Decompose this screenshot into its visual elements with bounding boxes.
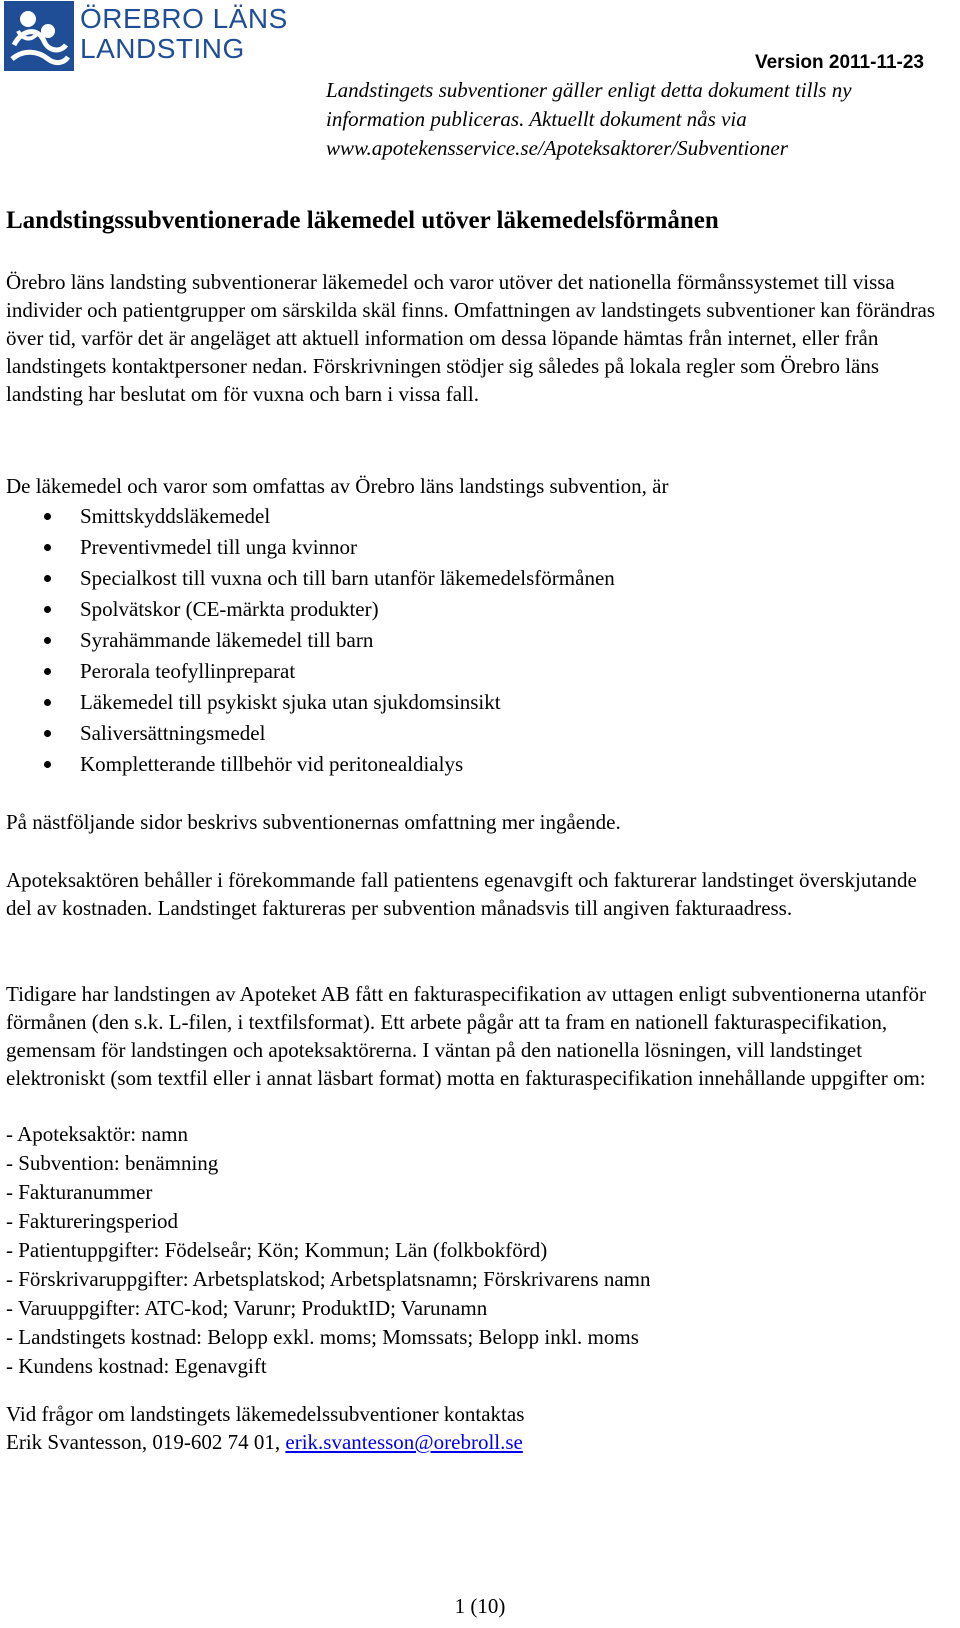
list-item <box>6 687 615 718</box>
list-item-text: Läkemedel till psykiskt sjuka utan sjukdomsinsikt <box>80 690 501 714</box>
next-pages-paragraph: På nästföljande sidor beskrivs subventionernas omfattning mer ingående. <box>6 810 621 834</box>
list-item-text: Kompletterande tillbehör vid peritonealdialys <box>80 752 464 776</box>
list-item <box>6 501 615 532</box>
bullet-icon <box>44 513 51 520</box>
bullet-icon <box>44 575 51 582</box>
version-label: Version 2011-11-23 <box>754 52 924 73</box>
bullet-icon <box>44 668 51 675</box>
list-item: - Faktureringsperiod <box>6 1209 179 1233</box>
list-item: - Varuuppgifter: ATC-kod; Varunr; ProduktID; Varunamn <box>6 1296 488 1320</box>
bullet-icon <box>44 637 51 644</box>
contact-email-link[interactable]: erik.svantesson@orebroll.se <box>285 1430 523 1454</box>
bullet-icon <box>44 699 51 706</box>
list-item <box>6 625 615 656</box>
document-title: Landstingssubventionerade läkemedel utöver läkemedelsförmånen <box>6 207 719 234</box>
list-item-text: Syrahämmande läkemedel till barn <box>80 628 374 652</box>
contact-name-phone: Erik Svantesson, 019-602 74 01, <box>6 1430 286 1454</box>
intro-paragraph: Örebro läns landsting subventionerar läkemedel och varor utöver det nationella förmånssystemet till vissa individer och patientgrupper om särskilda skäl finns. Omfattningen av landstingets subventioner kan förändras över tid, varför det är angeläget att aktuell information om dessa löpande hämtas från internet, eller från landstingets kontaktpersoner nedan. Förskrivningen stödjer sig således på lokala regler som Örebro läns landsting har beslutat om för vuxna och barn i vissa fall. <box>6 270 936 406</box>
list-item <box>6 594 615 625</box>
list-item <box>6 532 615 563</box>
list-item <box>6 563 615 594</box>
list-item-text: Preventivmedel till unga kvinnor <box>80 535 358 559</box>
list-item <box>6 656 615 687</box>
bullet-icon <box>44 544 51 551</box>
list-item: - Patientuppgifter: Födelseår; Kön; Kommun; Län (folkbokförd) <box>6 1238 548 1262</box>
landsting-logo-icon <box>4 1 74 71</box>
invoice-field-list <box>6 1120 650 1381</box>
list-item: - Landstingets kostnad: Belopp exkl. moms; Momssats; Belopp inkl. moms <box>6 1325 639 1349</box>
contact-details <box>6 1428 524 1456</box>
bullet-icon <box>44 761 51 768</box>
logo-line-2: LANDSTING <box>80 33 245 64</box>
list-item-text: Spolvätskor (CE-märkta produkter) <box>80 597 379 621</box>
list-item: - Fakturanummer <box>6 1180 153 1204</box>
contact-block <box>6 1400 524 1456</box>
subsidy-list-intro: De läkemedel och varor som omfattas av Örebro läns landstings subvention, är <box>6 474 669 498</box>
list-item <box>6 718 615 749</box>
validity-note: Landstingets subventioner gäller enligt detta dokument tills ny information publiceras. Aktuellt dokument nås via www.apotekensservice.se/Apoteksaktorer/Subventioner <box>326 78 852 160</box>
logo-wordmark <box>80 4 288 64</box>
bullet-icon <box>44 730 51 737</box>
list-item: - Förskrivaruppgifter: Arbetsplatskod; Arbetsplatsnamn; Förskrivarens namn <box>6 1267 651 1291</box>
list-item: - Apoteksaktör: namn <box>6 1122 188 1146</box>
list-item-text: Saliversättningsmedel <box>80 721 266 745</box>
logo-line-1: ÖREBRO LÄNS <box>80 3 288 34</box>
contact-intro: Vid frågor om landstingets läkemedelssubventioner kontaktas <box>6 1402 525 1426</box>
list-item-text: Smittskyddsläkemedel <box>80 504 271 528</box>
list-item: - Subvention: benämning <box>6 1151 219 1175</box>
list-item-text: Perorala teofyllinpreparat <box>80 659 296 683</box>
list-item-text: Specialkost till vuxna och till barn utanför läkemedelsförmånen <box>80 566 615 590</box>
page-number: 1 (10) <box>454 1594 506 1618</box>
list-item: - Kundens kostnad: Egenavgift <box>6 1354 267 1378</box>
pharmacy-billing-paragraph: Apoteksaktören behåller i förekommande fall patientens egenavgift och fakturerar landstinget överskjutande del av kostnaden. Landstinget faktureras per subvention månadsvis till angiven fakturaadress. <box>6 868 917 920</box>
subsidy-bullet-list <box>6 501 615 780</box>
invoice-spec-paragraph: Tidigare har landstingen av Apoteket AB fått en fakturaspecifikation av uttagen enligt subventionerna utanför förmånen (den s.k. L-filen, i textfilsformat). Ett arbete pågår att ta fram en nationell fakturaspecifikation, gemensam för landstingen och apoteksaktörerna. I väntan på den nationella lösningen, vill landstinget elektroniskt (som textfil eller i annat läsbart format) motta en fakturaspecifikation innehållande uppgifter om: <box>6 982 927 1090</box>
list-item <box>6 749 615 780</box>
bullet-icon <box>44 606 51 613</box>
